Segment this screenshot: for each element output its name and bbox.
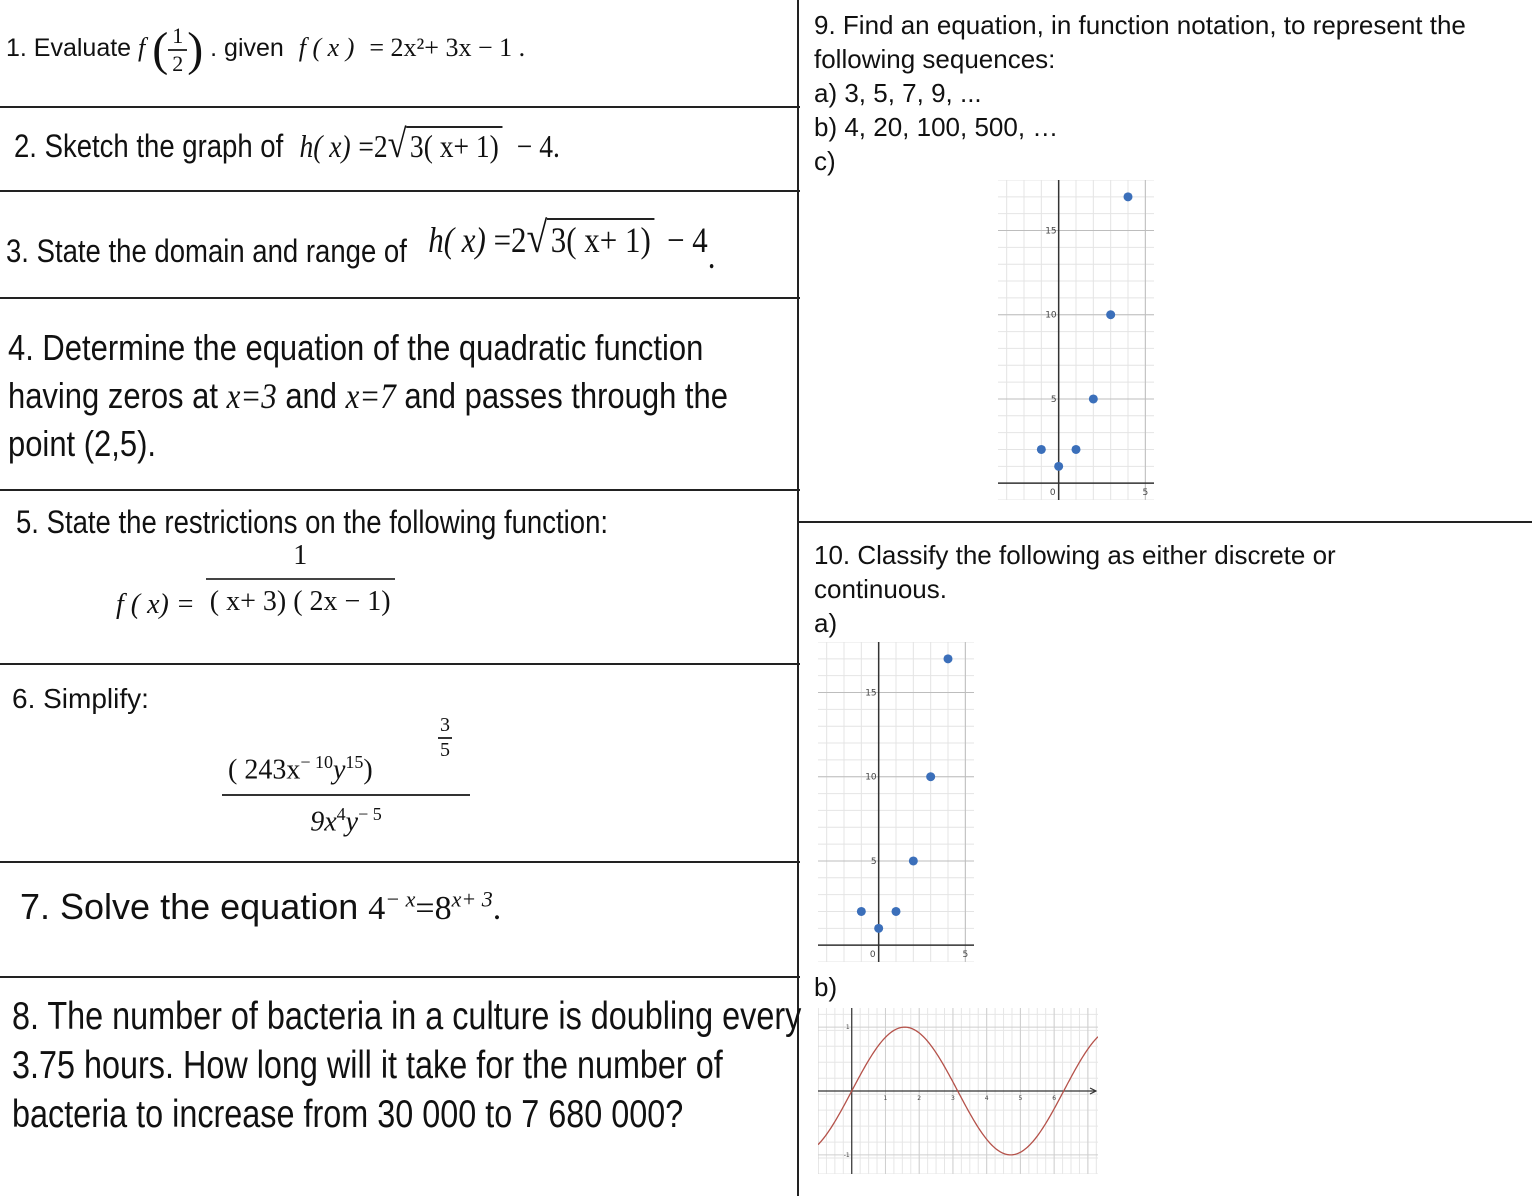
data-point bbox=[944, 654, 953, 663]
chart-9c bbox=[998, 180, 1154, 500]
q10-b-label bbox=[814, 972, 837, 1003]
x-tick-label: 6 bbox=[1052, 1095, 1057, 1102]
x-tick-label: 0 bbox=[869, 950, 876, 961]
q4-x-eq-3: x=3 bbox=[226, 376, 277, 416]
question-8 bbox=[12, 992, 801, 1139]
q3-dot: . bbox=[707, 236, 716, 276]
q10-line1: 10. Classify the following as either discrete or bbox=[814, 540, 1336, 570]
q5-numerator: 1 bbox=[206, 540, 395, 580]
q9-a: a) 3, 5, 7, 9, ... bbox=[814, 78, 982, 108]
q7-base1: 4 bbox=[368, 890, 386, 927]
q1-func: f ( x ) bbox=[298, 33, 355, 63]
q9-line1: 9. Find an equation, in function notation, to represent the bbox=[814, 10, 1466, 40]
q5-label: 5. State the restrictions on the following function: bbox=[16, 504, 609, 540]
q6-denominator bbox=[222, 796, 470, 838]
q5-function bbox=[116, 540, 395, 621]
q6-den-exp2: − 5 bbox=[358, 804, 382, 824]
data-point bbox=[926, 772, 935, 781]
q2-tail: − 4. bbox=[516, 128, 560, 164]
q2-coef: =2 bbox=[358, 128, 388, 164]
q3-expression bbox=[428, 213, 716, 276]
q3-tail: − 4 bbox=[667, 220, 708, 260]
row-divider-6 bbox=[0, 861, 800, 863]
q1-given: . given bbox=[210, 34, 284, 63]
q10-b: b) bbox=[814, 972, 838, 1002]
q9-c: c) bbox=[814, 146, 836, 176]
q5-denominator: ( x+ 3) ( 2x − 1) bbox=[209, 586, 391, 617]
q6-den-a: 9x bbox=[310, 806, 337, 838]
data-point bbox=[1124, 192, 1133, 201]
question-7 bbox=[20, 886, 501, 928]
q7-eq: =8 bbox=[415, 890, 452, 927]
x-tick-label: 5 bbox=[1142, 488, 1149, 499]
q6-outer-exp bbox=[438, 714, 452, 762]
q4-line2-b: and bbox=[285, 375, 337, 416]
data-point bbox=[1054, 462, 1063, 471]
q4-line2-a: having zeros at bbox=[8, 375, 218, 416]
q7-equation bbox=[368, 886, 502, 927]
row-divider-4 bbox=[0, 489, 800, 491]
q10-line2: continuous. bbox=[814, 574, 947, 604]
q6-den-exp1: 4 bbox=[336, 804, 346, 824]
q4-x-eq-7: x=7 bbox=[345, 376, 396, 416]
q2-sqrt: √ bbox=[387, 121, 407, 166]
x-tick-label: 2 bbox=[917, 1095, 922, 1102]
q4-line2-c: and passes through the bbox=[404, 375, 728, 416]
q8-line2: 3.75 hours. How long will it take for the number of bbox=[12, 1044, 723, 1087]
question-2 bbox=[14, 120, 560, 167]
row-divider-3 bbox=[0, 297, 800, 299]
q3-func: h( x) bbox=[428, 220, 486, 260]
q9-b: b) 4, 20, 100, 500, … bbox=[814, 112, 1059, 142]
row-divider-1 bbox=[0, 106, 800, 108]
q1-arg-num: 1 bbox=[168, 23, 187, 51]
q1-paren-fraction: ( $\frac{1}{2}$ ) bbox=[152, 22, 204, 76]
question-9 bbox=[814, 8, 1466, 178]
q3-label: 3. State the domain and range of bbox=[6, 233, 407, 269]
q6-den-y: y bbox=[345, 806, 359, 838]
q6-y: y bbox=[332, 754, 346, 786]
chart-10b bbox=[818, 1008, 1098, 1174]
q10-a: a) bbox=[814, 608, 838, 638]
y-tick-label: 15 bbox=[1045, 226, 1057, 237]
question-6-label bbox=[12, 683, 149, 715]
x-tick-label: 0 bbox=[1049, 488, 1056, 499]
x-tick-label: 3 bbox=[951, 1095, 955, 1102]
question-4 bbox=[8, 324, 728, 468]
q5-func: f ( x) = bbox=[116, 589, 195, 621]
row-divider-5 bbox=[0, 663, 800, 665]
data-point bbox=[892, 907, 901, 916]
y-tick-label: 1 bbox=[845, 1024, 850, 1032]
data-point bbox=[1089, 394, 1098, 403]
q6-label: 6. Simplify: bbox=[12, 683, 149, 714]
chart-10a bbox=[818, 642, 974, 962]
q6-inner: ( 243x bbox=[228, 754, 301, 786]
q4-line2 bbox=[8, 372, 728, 420]
question-1 bbox=[6, 22, 525, 77]
q6-close: ) bbox=[363, 754, 373, 786]
question-5-label bbox=[16, 504, 608, 541]
q3-sqrt: √ bbox=[526, 213, 548, 262]
y-tick-label: 10 bbox=[1045, 310, 1057, 321]
q4-line3: point (2,5). bbox=[8, 423, 157, 464]
q4-line1: 4. Determine the equation of the quadratic function bbox=[8, 327, 704, 368]
right-row-divider bbox=[797, 521, 1532, 523]
q1-f: f bbox=[138, 33, 146, 63]
q6-outer-exp-den: 5 bbox=[440, 739, 450, 761]
q5-fraction bbox=[206, 540, 395, 618]
question-3 bbox=[6, 213, 716, 276]
q1-label: 1. Evaluate bbox=[6, 34, 132, 63]
q8-line3: bacteria to increase from 30 000 to 7 680 000? bbox=[12, 1093, 684, 1136]
row-divider-2 bbox=[0, 190, 800, 192]
q3-radicand: 3( x+ 1) bbox=[547, 218, 654, 260]
q7-exp2: x+ 3 bbox=[451, 886, 493, 912]
q6-outer-exp-num: 3 bbox=[438, 714, 452, 739]
q1-arg-den: 2 bbox=[172, 50, 184, 76]
q6-exp2: 15 bbox=[345, 752, 364, 772]
data-point bbox=[1037, 445, 1046, 454]
q2-label: 2. Sketch the graph of bbox=[14, 128, 284, 164]
y-tick-label: -1 bbox=[843, 1151, 850, 1159]
row-divider-7 bbox=[0, 976, 800, 978]
x-tick-label: 4 bbox=[984, 1095, 989, 1102]
q6-expression bbox=[222, 714, 470, 838]
q1-eq: = 2x²+ 3x − 1 . bbox=[369, 33, 526, 63]
x-tick-label: 1 bbox=[883, 1095, 888, 1102]
data-point bbox=[857, 907, 866, 916]
q6-exp1: − 10 bbox=[300, 752, 333, 772]
y-tick-label: 15 bbox=[865, 688, 877, 699]
question-10 bbox=[814, 538, 1336, 640]
x-tick-label: 5 bbox=[962, 950, 969, 961]
data-point bbox=[909, 856, 918, 865]
data-point bbox=[874, 924, 883, 933]
data-point bbox=[1072, 445, 1081, 454]
y-tick-label: 5 bbox=[870, 856, 877, 867]
q6-numerator bbox=[222, 714, 470, 796]
q7-exp1: − x bbox=[385, 886, 416, 912]
q7-label: 7. Solve the equation bbox=[20, 886, 359, 927]
y-tick-label: 5 bbox=[1050, 394, 1057, 405]
q8-line1: 8. The number of bacteria in a culture is doubling every bbox=[12, 995, 802, 1038]
q7-dot: . bbox=[492, 890, 502, 927]
q2-func: h( x) bbox=[299, 128, 351, 164]
q9-line2: following sequences: bbox=[814, 44, 1056, 74]
q3-coef: =2 bbox=[493, 220, 527, 260]
data-point bbox=[1106, 310, 1115, 319]
y-tick-label: 10 bbox=[865, 772, 877, 783]
q2-radicand: 3( x+ 1) bbox=[406, 126, 502, 164]
x-tick-label: 5 bbox=[1018, 1095, 1023, 1102]
